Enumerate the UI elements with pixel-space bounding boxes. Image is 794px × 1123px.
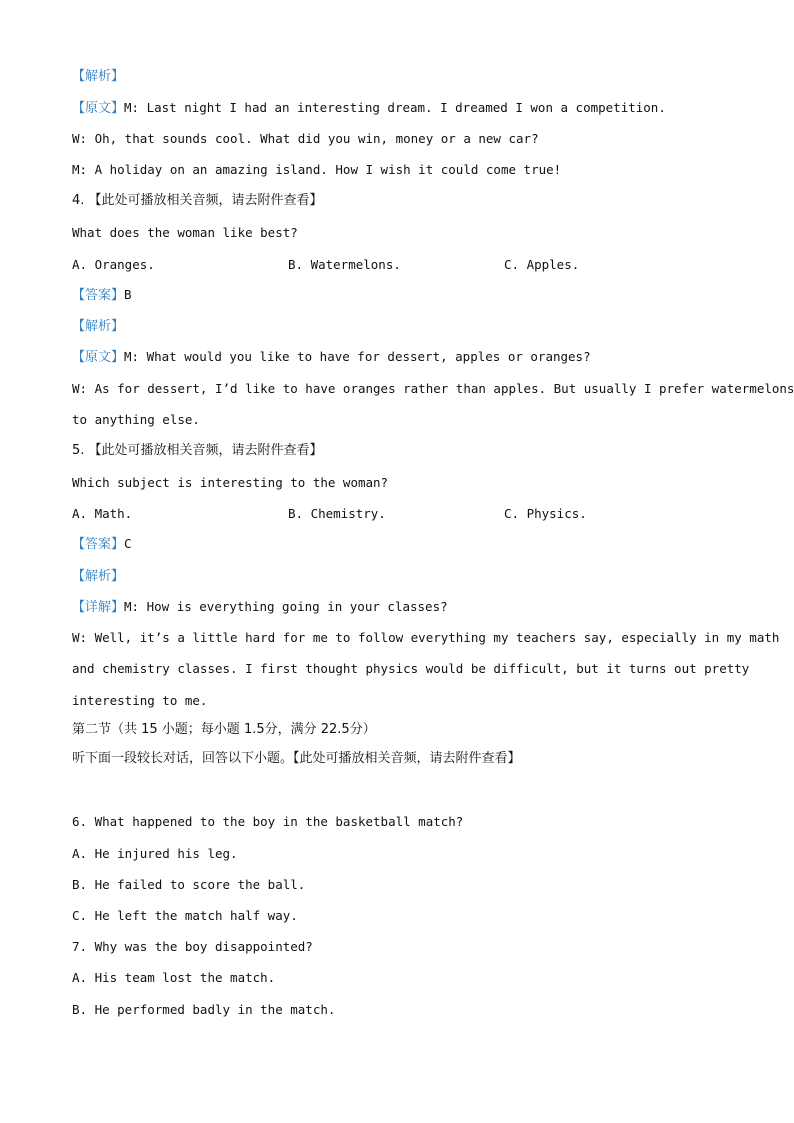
q5-option-c: C. Physics. (504, 506, 587, 521)
question-4-header: 4. 【此处可播放相关音频，请去附件查看】 (72, 193, 323, 208)
section-2-title: 第二节（共 15 小题；每小题 1.5分，满分 22.5分） (72, 722, 376, 737)
q5-answer: 【答案】C (72, 536, 132, 552)
q6-option-a: A. He injured his leg. (72, 846, 238, 861)
transcript-line: 【详解】M: How is everything going in your classes? (72, 599, 448, 615)
transcript-line: W: As for dessert, I’d like to have oranges rather than apples. But usually I prefer watermelons (72, 381, 794, 396)
transcript-line: 【原文】M: Last night I had an interesting dream. I dreamed I won a competition. (72, 100, 666, 116)
transcript-line: to anything else. (72, 412, 200, 427)
q6-option-b: B. He failed to score the ball. (72, 877, 306, 892)
original-label: 【原文】 (72, 350, 125, 365)
analysis-label-3: 【解析】 (72, 569, 125, 584)
detail-label: 【详解】 (72, 600, 125, 615)
question-5-header: 5. 【此处可播放相关音频，请去附件查看】 (72, 443, 323, 458)
q5-option-a: A. Math. (72, 506, 133, 521)
section-2-instruction: 听下面一段较长对话，回答以下小题。【此处可播放相关音频，请去附件查看】 (72, 751, 521, 766)
transcript-line: M: A holiday on an amazing island. How I wish it could come true! (72, 162, 562, 177)
q7-option-b: B. He performed badly in the match. (72, 1002, 336, 1017)
q4-option-c: C. Apples. (504, 257, 580, 272)
transcript-line: W: Oh, that sounds cool. What did you win, money or a new car? (72, 131, 539, 146)
transcript-line: 【原文】M: What would you like to have for dessert, apples or oranges? (72, 349, 591, 365)
q4-option-a: A. Oranges. (72, 257, 155, 272)
question-6-text: 6. What happened to the boy in the basketball match? (72, 814, 464, 829)
transcript-line: W: Well, it’s a little hard for me to follow everything my teachers say, especially in my math (72, 630, 780, 645)
transcript-line: and chemistry classes. I first thought physics would be difficult, but it turns out pretty (72, 661, 750, 676)
q7-option-a: A. His team lost the match. (72, 970, 276, 985)
q4-option-b: B. Watermelons. (288, 257, 401, 272)
question-7-text: 7. Why was the boy disappointed? (72, 939, 313, 954)
question-4-text: What does the woman like best? (72, 225, 298, 240)
original-label: 【原文】 (72, 101, 125, 116)
question-5-text: Which subject is interesting to the woman? (72, 475, 389, 490)
q6-option-c: C. He left the match half way. (72, 908, 298, 923)
q5-option-b: B. Chemistry. (288, 506, 386, 521)
q4-answer: 【答案】B (72, 287, 132, 303)
transcript-line: interesting to me. (72, 693, 208, 708)
analysis-label-2: 【解析】 (72, 319, 125, 334)
analysis-label-1: 【解析】 (72, 69, 125, 84)
